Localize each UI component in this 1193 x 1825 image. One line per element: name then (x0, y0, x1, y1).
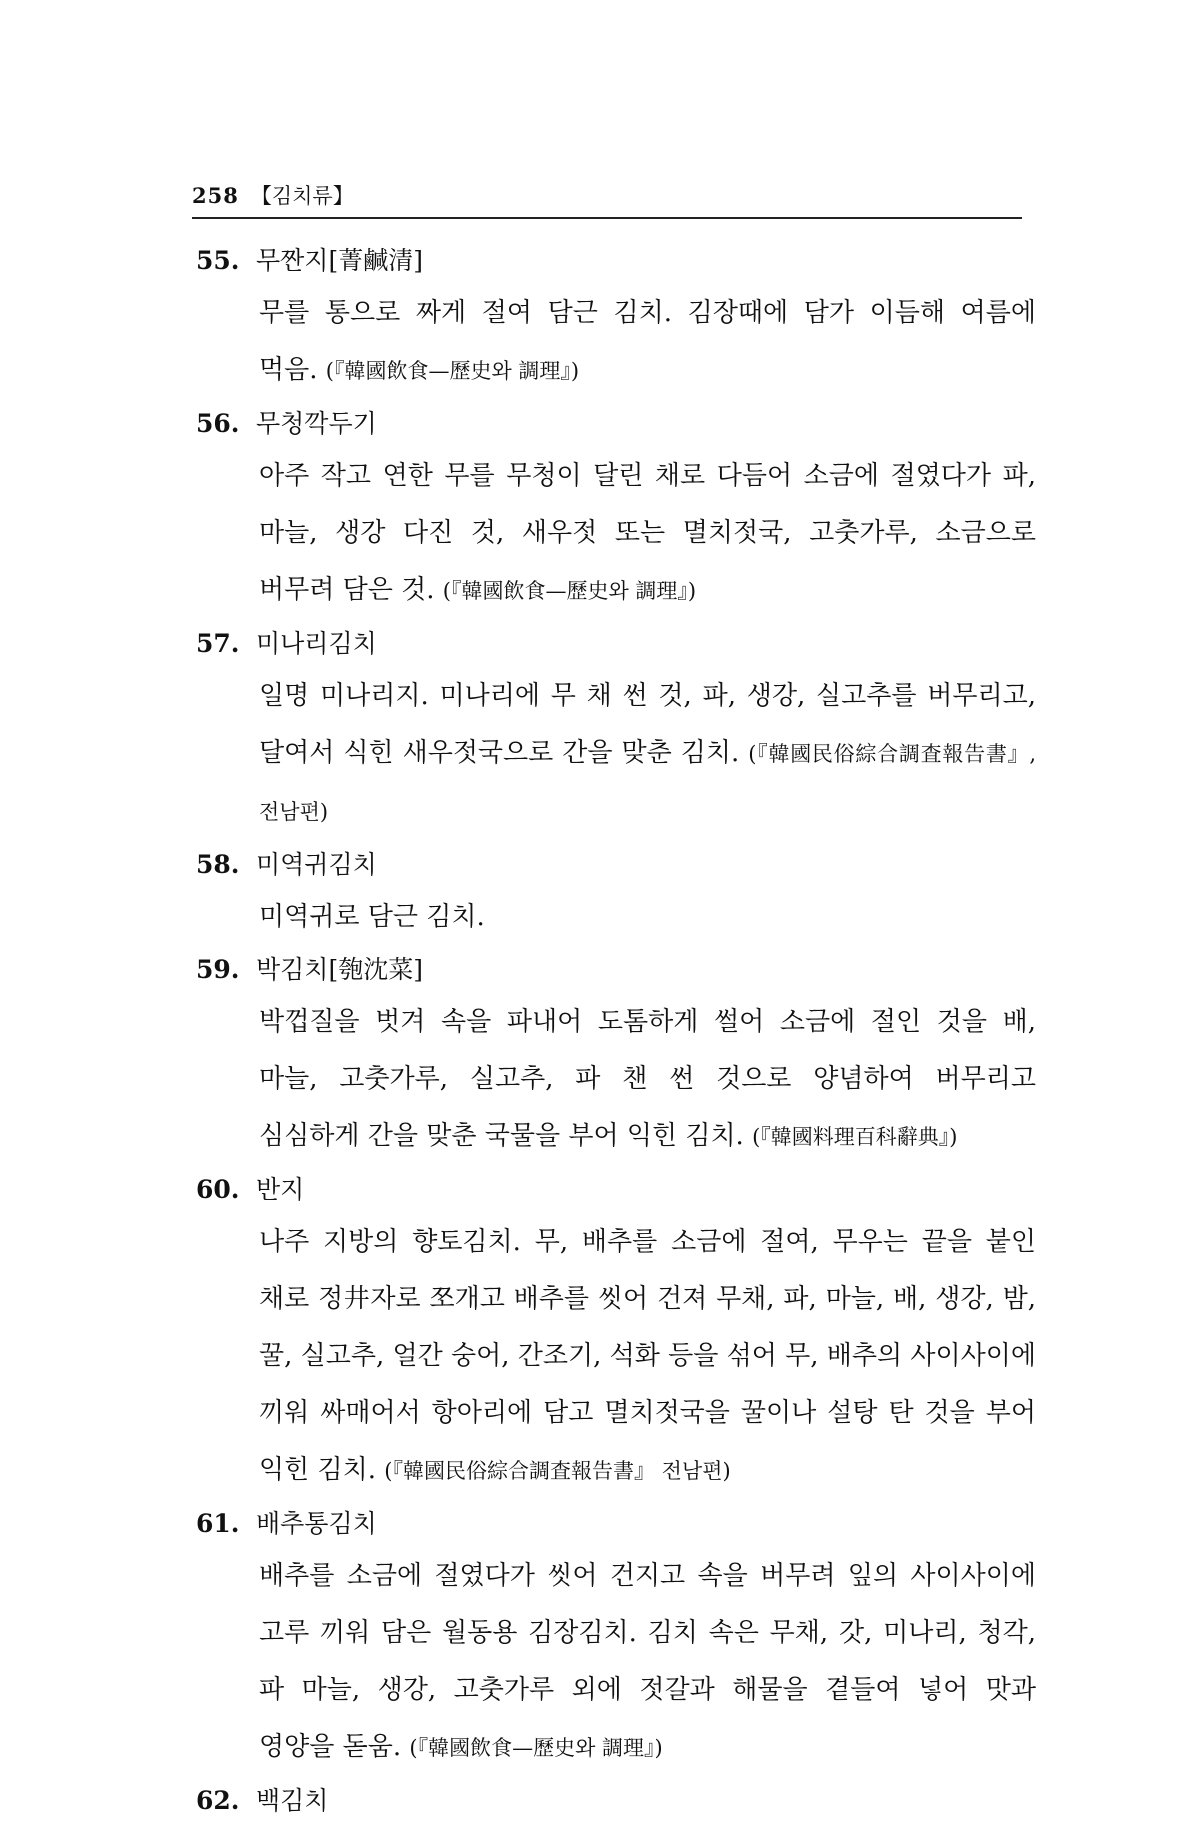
entry-body (259, 285, 1036, 400)
entry-citation: (『韓國料理百科辭典』) (752, 1125, 958, 1149)
section-title: 【김치류】 (250, 184, 354, 208)
entry-citation: (『韓國民俗綜合調査報告書』 전남편) (384, 1459, 731, 1483)
entry-list (196, 237, 1036, 1825)
entry-body (259, 889, 1036, 946)
page-number: 258 (192, 183, 239, 208)
entry-number: 60. (196, 1175, 240, 1204)
entry-text: 일명 미나리지. 미나리에 무 채 썬 것, 파, 생강, 실고추를 버무리고, 달여서 식힌 새우젓국으로 간을 맞춘 김치. (259, 681, 1036, 768)
entry-body (259, 994, 1036, 1166)
entry-citation: (『韓國飲食—歷史와 調理』) (325, 359, 580, 383)
entry-citation: (『韓國飲食—歷史와 調理』) (442, 579, 697, 603)
entry-citation: (『韓國民俗綜合調査報告書』, 전남편) (259, 742, 1037, 824)
entry-58 (196, 841, 1036, 946)
entry-60 (196, 1166, 1036, 1500)
entry-number: 57. (196, 629, 240, 658)
entry-heading (196, 1777, 1036, 1825)
entry-56 (196, 400, 1036, 620)
entry-text: 미역귀로 담근 김치. (259, 902, 485, 932)
entry-title: 백김치 (256, 1786, 329, 1815)
entry-heading (196, 620, 1036, 668)
entry-heading (196, 841, 1036, 889)
entry-text: 박껍질을 벗겨 속을 파내어 도톰하게 썰어 소금에 절인 것을 배, 마늘, 고춧가루, 실고추, 파 챈 썬 것으로 양념하여 버무리고 심심하게 간을 맞춘 국물을 부어 익힌 김치. (259, 1007, 1036, 1151)
entry-number: 55. (196, 246, 240, 275)
entry-text: 배추를 소금에 절였다가 씻어 건지고 속을 버무려 잎의 사이사이에 고루 끼워 담은 월동용 김장김치. 김치 속은 무채, 갓, 미나리, 청각, 파 마늘, 생강, 고춧가루 외에 젓갈과 해물을 곁들여 넣어 맛과 영양을 돋움. (259, 1561, 1036, 1762)
entry-number: 56. (196, 409, 240, 438)
entry-62 (196, 1777, 1036, 1825)
entry-heading (196, 237, 1036, 285)
entry-body (259, 1214, 1036, 1500)
entry-55 (196, 237, 1036, 400)
entry-heading (196, 400, 1036, 448)
entry-heading (196, 1500, 1036, 1548)
entry-heading (196, 1166, 1036, 1214)
entry-title: 박김치[匏沈菜] (256, 955, 423, 984)
entry-number: 59. (196, 955, 240, 984)
entry-body (259, 1548, 1036, 1777)
entry-citation: (『韓國飲食—歷史와 調理』) (409, 1736, 663, 1760)
entry-text: 무를 통으로 짜게 절여 담근 김치. 김장때에 담가 이듬해 여름에 먹음. (259, 298, 1036, 385)
page-header (192, 182, 1022, 219)
entry-text: 아주 작고 연한 무를 무청이 달린 채로 다듬어 소금에 절였다가 파, 마늘, 생강 다진 것, 새우젓 또는 멸치젓국, 고춧가루, 소금으로 버무려 담은 것. (259, 461, 1036, 605)
entry-title: 미나리김치 (256, 629, 377, 658)
entry-body (259, 448, 1036, 620)
entry-number: 62. (196, 1786, 240, 1815)
entry-title: 미역귀김치 (256, 850, 377, 879)
entry-title: 무짠지[菁鹹清] (256, 246, 423, 275)
entry-57 (196, 620, 1036, 841)
entry-body (259, 668, 1036, 841)
entry-61 (196, 1500, 1036, 1777)
entry-title: 반지 (256, 1175, 305, 1204)
entry-number: 61. (196, 1509, 240, 1538)
entry-title: 무청깍두기 (256, 409, 377, 438)
entry-heading (196, 946, 1036, 994)
entry-59 (196, 946, 1036, 1166)
entry-title: 배추통김치 (256, 1509, 377, 1538)
entry-text: 나주 지방의 향토김치. 무, 배추를 소금에 절여, 무우는 끝을 붙인 채로 정井자로 쪼개고 배추를 씻어 건져 무채, 파, 마늘, 배, 생강, 밤, 꿀, 실고추, 얼간 숭어, 간조기, 석화 등을 섞어 무, 배추의 사이사이에 끼워 싸매어서 항아리에 담고 멸치젓국을 꿀이나 설탕 탄 것을 부어 익힌 김치. (259, 1227, 1036, 1485)
entry-number: 58. (196, 850, 240, 879)
